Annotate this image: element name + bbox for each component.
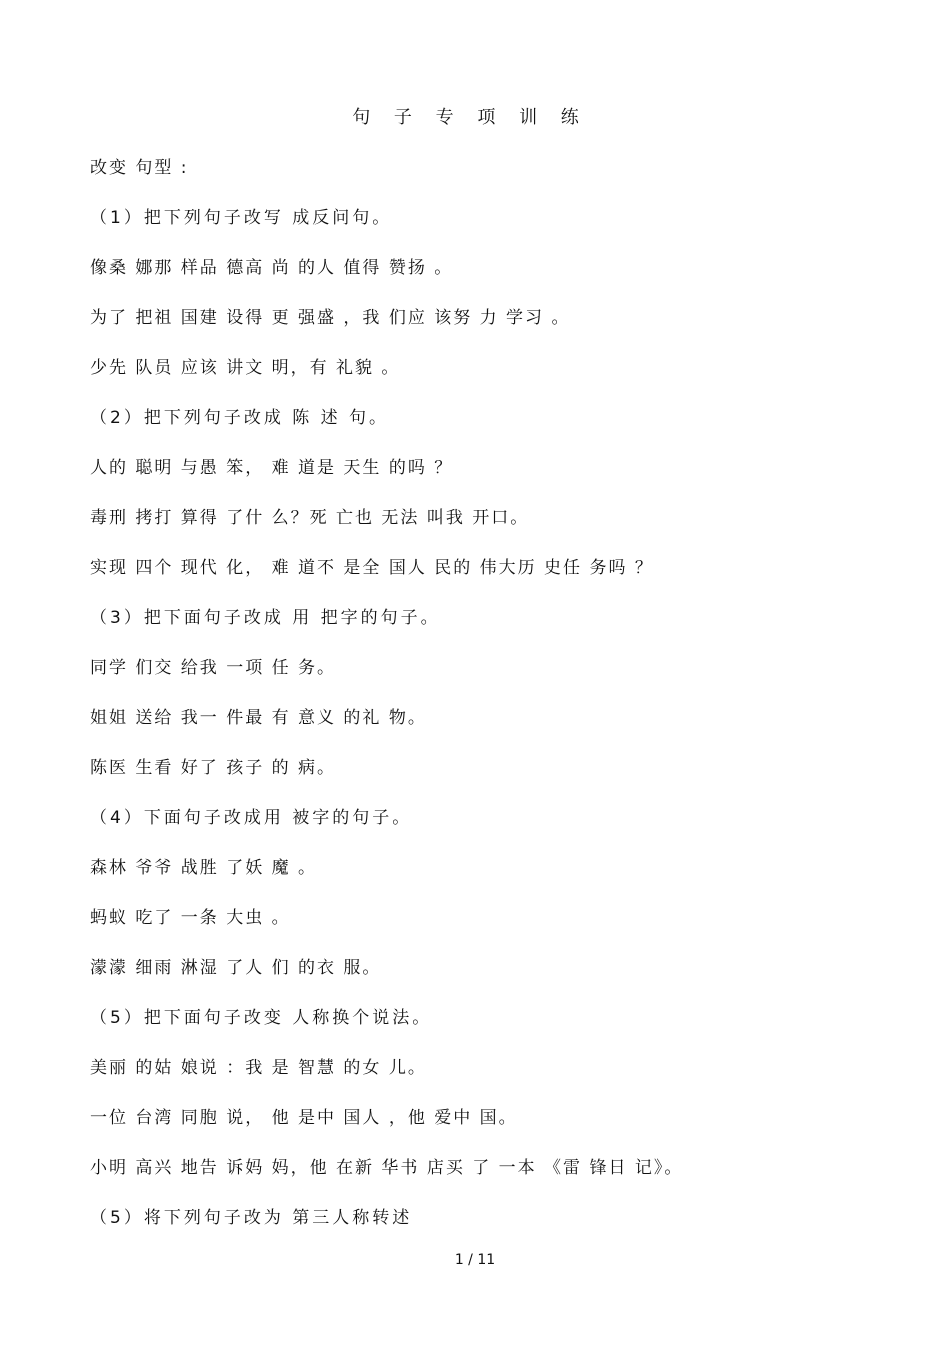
exercise-instruction: （3）把下面句子改成 用 把字的句子。 xyxy=(90,608,441,628)
exercise-sentence: 人的 聪明 与愚 笨， 难 道是 天生 的吗 ？ xyxy=(90,458,454,478)
document-body xyxy=(90,154,890,1254)
exercise-sentence: 陈医 生看 好了 孩子 的 病。 xyxy=(90,758,337,778)
exercise-sentence: 一位 台湾 同胞 说， 他 是中 国人 ，他 爱中 国。 xyxy=(90,1108,518,1128)
section-heading: 改变 句型 : xyxy=(90,158,189,178)
exercise-instruction: （5）将下列句子改为 第三人称转述 xyxy=(90,1208,413,1228)
exercise-sentence: 实现 四个 现代 化， 难 道不 是全 国人 民的 伟大历 史任 务吗 ？ xyxy=(90,558,654,578)
exercise-sentence: 毒刑 拷打 算得 了什 么？死 亡也 无法 叫我 开口。 xyxy=(90,508,530,528)
exercise-instruction: （2）把下列句子改成 陈 述 句。 xyxy=(90,408,390,428)
exercise-sentence: 少先 队员 应该 讲文 明，有 礼貌 。 xyxy=(90,358,401,378)
page-title: 句 子 专 项 训 练 xyxy=(352,107,588,128)
exercise-sentence: 同学 们交 给我 一项 任 务。 xyxy=(90,658,337,678)
exercise-sentence: 濛濛 细雨 淋湿 了人 们 的衣 服。 xyxy=(90,958,382,978)
exercise-sentence: 像桑 娜那 样品 德高 尚 的人 值得 赞扬 。 xyxy=(90,258,454,278)
exercise-sentence: 为了 把祖 国建 设得 更 强盛 ，我 们应 该努 力 学习 。 xyxy=(90,308,571,328)
exercise-sentence: 姐姐 送给 我一 件最 有 意义 的礼 物。 xyxy=(90,708,427,728)
exercise-sentence: 美丽 的姑 娘说 ：我 是 智慧 的女 儿。 xyxy=(90,1058,427,1078)
page-number: 1 / 11 xyxy=(454,1252,496,1268)
exercise-sentence: 小明 高兴 地告 诉妈 妈，他 在新 华书 店买 了 一本 《雷 锋日 记》。 xyxy=(90,1158,684,1178)
exercise-sentence: 蚂蚁 吃了 一条 大虫 。 xyxy=(90,908,291,928)
exercise-sentence: 森林 爷爷 战胜 了妖 魔 。 xyxy=(90,858,318,878)
exercise-instruction: （1）把下列句子改写 成反问句。 xyxy=(90,208,393,228)
exercise-instruction: （5）把下面句子改变 人称换个说法。 xyxy=(90,1008,433,1028)
exercise-instruction: （4）下面句子改成用 被字的句子。 xyxy=(90,808,413,828)
